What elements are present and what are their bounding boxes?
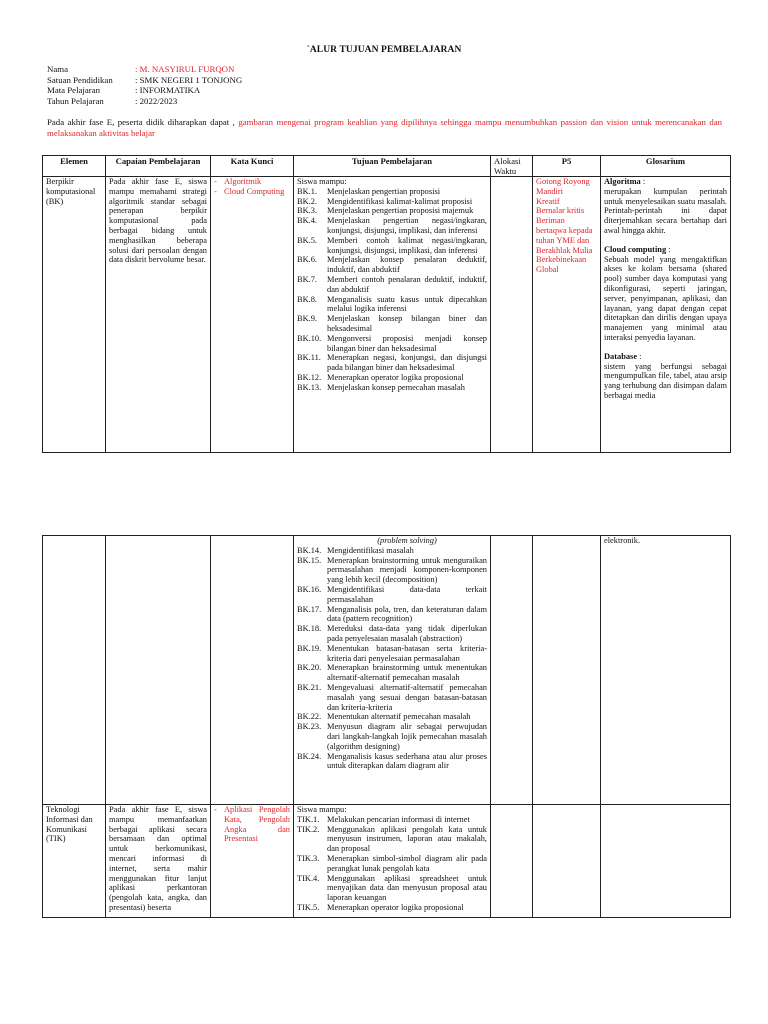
tujuan-item: [297, 815, 487, 825]
tujuan-item: [297, 334, 487, 354]
tujuan-code: BK.7.: [297, 274, 318, 284]
tujuan-text: Menentukan alternatif pemecahan masalah: [327, 712, 471, 722]
tujuan-list: [297, 546, 487, 771]
table-row-bk: [43, 177, 731, 453]
tujuan-continuation: (problem solving): [377, 536, 437, 545]
tujuan-item: [297, 255, 487, 275]
tujuan-code: BK.16.: [297, 584, 322, 594]
tujuan-item: [297, 874, 487, 903]
tujuan-text: Melakukan pencarian informasi di internet: [327, 814, 470, 824]
atp-table-page-1: [42, 155, 731, 453]
p5-item: Bernalar kritis: [536, 206, 585, 216]
tujuan-item: [297, 546, 487, 556]
atp-table-page-2: [42, 535, 731, 918]
tujuan-code: BK.3.: [297, 206, 318, 216]
meta-label: Tahun Pelajaran: [47, 95, 104, 106]
cell-capaian: [106, 805, 211, 918]
intro-paragraph: [47, 117, 722, 138]
kata-kunci-item: - Algoritmik: [214, 177, 262, 186]
cell-alokasi: [491, 536, 533, 805]
glosarium-entry: Database : sistem yang berfungsi sebagai mengumpulkan file, tabel, atau arsip yang terhubung dan disimpan dalam berbagai media: [604, 351, 727, 400]
glosarium-term: Database: [604, 351, 638, 361]
header-elemen: Elemen: [43, 156, 106, 177]
tujuan-item: [297, 722, 487, 751]
tujuan-text: Menerapkan operator logika proposional: [327, 372, 464, 382]
tujuan-text: Menjelaskan pengertian proposisi majemuk: [327, 206, 474, 216]
tujuan-text: Menjelaskan konsep penalaran deduktif, induktif, dan abduktif: [327, 255, 487, 275]
tujuan-code: TIK.2.: [297, 824, 320, 834]
tujuan-item: [297, 383, 487, 393]
tujuan-code: BK.19.: [297, 643, 322, 653]
tujuan-code: BK.13.: [297, 382, 322, 392]
meta-label: Satuan Pendidikan: [47, 74, 113, 85]
elemen-text: Berpikir komputasional (BK): [46, 177, 96, 206]
cell-tujuan: [294, 536, 491, 805]
kata-kunci-item: - Aplikasi Pengolah Kata, Pengolah Angka dan Presentasi: [214, 805, 290, 844]
glosarium-def: merupakan kumpulan perintah untuk menyelesaikan suatu masalah. Perintah-perintah ini dapat diterjemahkan secara bertahap dari awal hingga akhir.: [604, 186, 727, 235]
p5-item: Gotong Royong: [536, 177, 590, 186]
cell-p5: [533, 536, 601, 805]
kata-kunci-label: Aplikasi Pengolah Kata, Pengolah Angka dan Presentasi: [224, 805, 290, 844]
tujuan-item: [297, 825, 487, 854]
tujuan-code: BK.18.: [297, 624, 322, 634]
tujuan-code: BK.22.: [297, 712, 322, 722]
meta-label: Mata Pelajaran: [47, 85, 101, 96]
tujuan-code: BK.5.: [297, 235, 318, 245]
tujuan-code: BK.4.: [297, 216, 318, 226]
tujuan-item: [297, 314, 487, 334]
cell-elemen: [43, 805, 106, 918]
tujuan-item: [297, 624, 487, 644]
table-header-row: [43, 156, 731, 177]
glosarium-def: Sebuah model yang mengaktifkan akses ke kolam bersama (shared pool) sumber daya komputasi yang dikonfigurasi, seperti jaringan, server, penyimpanan, aplikasi, dan layanan, yang dapat dengan cepat ditetapkan dan dirilis dengan upaya manajemen yang minimal atau interaksi penyedia layanan.: [604, 254, 727, 342]
p5-item: Berkebinekaan Global: [536, 255, 587, 275]
tujuan-item: [297, 197, 487, 207]
glosarium-term: Algoritma: [604, 177, 641, 186]
glosarium-term: Cloud computing: [604, 244, 667, 254]
tujuan-text: Menjelaskan konsep bilangan biner dan heksadesimal: [327, 314, 487, 333]
tujuan-code: BK.20.: [297, 663, 322, 673]
meta-value: : 2022/2023: [135, 95, 178, 106]
cell-kata-kunci: [211, 536, 294, 805]
table-row-tik: [43, 805, 731, 918]
header-alokasi: Alokasi Waktu: [491, 156, 533, 177]
document-title: `ALUR TUJUAN PEMBELAJARAN: [306, 45, 462, 55]
tujuan-item: [297, 854, 487, 874]
tujuan-item: [297, 605, 487, 625]
glosarium-entry: Cloud computing : Sebuah model yang mengaktifkan akses ke kolam bersama (shared pool) sumber daya komputasi yang dikonfigurasi, seperti jaringan, server, penyimpanan, aplikasi, dan layanan, yang dapat dengan cepat ditetapkan dan dirilis dengan upaya manajemen yang minimal atau interaksi penyedia layanan.: [604, 244, 727, 342]
p5-item: Kreatif: [536, 196, 560, 206]
meta-row-nama: [47, 64, 242, 75]
tujuan-item: [297, 373, 487, 383]
intro-prefix: Pada akhir fase E, peserta didik diharapkan dapat ,: [47, 117, 235, 127]
tujuan-item: [297, 712, 487, 722]
tujuan-text: Mereduksi data-data yang tidak diperlukan pada penyelesaian masalah (abstraction): [327, 624, 487, 643]
tujuan-text: Menjelaskan konsep pemecahan masalah: [327, 382, 465, 392]
tujuan-text: Menganalisis kasus sederhana atau alur proses untuk diterapkan dalam diagram alir: [327, 751, 487, 771]
tujuan-item: [297, 216, 487, 236]
tujuan-item: [297, 903, 487, 913]
tujuan-item: [297, 556, 487, 585]
tujuan-item: [297, 206, 487, 216]
cell-glosarium: [601, 177, 731, 453]
header-tujuan: Tujuan Pembelajaran: [294, 156, 491, 177]
cell-tujuan: [294, 177, 491, 453]
header-glosarium: Glosarium: [601, 156, 731, 177]
meta-label: Nama: [47, 64, 69, 74]
header-capaian: Capaian Pembelajaran: [106, 156, 211, 177]
tujuan-code: BK.15.: [297, 555, 322, 565]
tujuan-item: [297, 353, 487, 373]
capaian-text: Pada akhir fase E, siswa mampu memanfaatkan berbagai aplikasi secara bersamaan dan optimal untuk berkomunikasi, mencari informasi di internet, serta mahir menggunakan fitur lanjut aplikasi perkantoran (pengolah kata, angka, dan presentasi) beserta: [109, 805, 207, 912]
tujuan-intro: Siswa mampu:: [297, 177, 347, 186]
tujuan-text: Mengevaluasi alternatif-alternatif pemecahan masalah yang sesuai dengan batasan-batasan dan kriteria-kriteria: [327, 682, 487, 712]
glosarium-entry: Algoritma : merupakan kumpulan perintah untuk menyelesaikan suatu masalah. Perintah-perintah ini dapat diterjemahkan secara bertahap dari awal hingga akhir.: [604, 177, 727, 235]
tujuan-text: Mengidentifikasi kalimat-kalimat proposisi: [327, 196, 473, 206]
header-kata-kunci: Kata Kunci: [211, 156, 294, 177]
tujuan-code: TIK.1.: [297, 814, 320, 824]
kata-kunci-label: Algoritmik: [224, 177, 262, 186]
p5-item: Beriman bertaqwa kepada tuhan YME dan Berakhlak Mulia: [536, 216, 593, 255]
intro-highlight: gambaran mengenai program keahlian yang dipilihnya sehingga mampu menumbuhkan passion dan vision untuk merencanakan dan melaksanakan aktivitas belajar: [47, 117, 723, 138]
cell-alokasi: [491, 177, 533, 453]
tujuan-text: Menganalisis pola, tren, dan keteraturan dalam data (pattern recognition): [327, 604, 487, 624]
capaian-text: Pada akhir fase E, siswa mampu memahami strategi algoritmik standar sebagai penerapan berpikir komputasional pada berbagai bidang untuk menghasilkan beberapa solusi dari persoalan dengan data diskrit bervolume besar.: [109, 177, 207, 265]
tujuan-code: BK.14.: [297, 545, 322, 555]
tujuan-item: [297, 187, 487, 197]
tujuan-item: [297, 236, 487, 256]
meta-value: : SMK NEGERI 1 TONJONG: [135, 74, 243, 85]
tujuan-item: [297, 644, 487, 664]
tujuan-code: BK.24.: [297, 751, 322, 761]
cell-glosarium: [601, 805, 731, 918]
tujuan-text: Menerapkan brainstorming untuk menentukan alternatif-alternatif pemecahan masalah: [327, 663, 487, 683]
tujuan-list: [297, 187, 487, 393]
tujuan-code: BK.1.: [297, 186, 318, 196]
tujuan-item: [297, 683, 487, 712]
tujuan-text: Menerapkan operator logika proposional: [327, 902, 464, 912]
tujuan-text: Memberi contoh kalimat negasi/ingkaran, konjungsi, disjungsi, implikasi, dan inferensi: [327, 235, 487, 255]
meta-value: : M. NASYIRUL FURQON: [135, 64, 235, 74]
cell-p5: [533, 177, 601, 453]
meta-row-tahun: [47, 96, 242, 107]
tujuan-item: [297, 752, 487, 772]
tujuan-code: BK.9.: [297, 314, 318, 324]
tujuan-code: TIK.4.: [297, 873, 320, 883]
tujuan-list: [297, 815, 487, 913]
tujuan-code: TIK.5.: [297, 902, 320, 912]
kata-kunci-label: Cloud Computing: [224, 186, 285, 196]
tujuan-item: [297, 585, 487, 605]
table-row-bk-continued: [43, 536, 731, 805]
glosarium-continuation: elektronik.: [604, 536, 641, 545]
tujuan-code: BK.8.: [297, 294, 318, 304]
cell-capaian: [106, 177, 211, 453]
cell-kata-kunci: [211, 805, 294, 918]
cell-glosarium: [601, 536, 731, 805]
tujuan-text: Mengidentifikasi masalah: [327, 545, 414, 555]
tujuan-text: Menjelaskan pengertian negasi/ingkaran, konjungsi, disjungsi, implikasi, dan inferensi: [327, 216, 487, 235]
tujuan-code: BK.6.: [297, 255, 318, 265]
tujuan-code: TIK.3.: [297, 853, 320, 863]
tujuan-text: Menggunakan aplikasi spreadsheet untuk menyajikan data dan menyusun proposal atau laporan keuangan: [327, 873, 487, 903]
tujuan-text: Menerapkan brainstorming untuk menguraikan permasalahan menjadi komponen-komponen yang lebih kecil (decomposition): [327, 555, 487, 585]
tujuan-text: Menggunakan aplikasi pengolah kata untuk menyusun instrumen, laporan atau makalah, dan proposal: [327, 824, 487, 854]
tujuan-text: Menerapkan simbol-simbol diagram alir pada perangkat lunak pengolah kata: [327, 853, 487, 873]
tujuan-code: BK.10.: [297, 333, 322, 343]
tujuan-code: BK.23.: [297, 722, 322, 732]
meta-row-mapel: [47, 85, 242, 96]
tujuan-code: BK.21.: [297, 682, 322, 692]
tujuan-text: Menganalisis suatu kasus untuk dipecahkan melalui logika inferensi: [327, 294, 487, 314]
cell-kata-kunci: [211, 177, 294, 453]
elemen-text: Teknologi Informasi dan Komunikasi (TIK): [46, 805, 93, 844]
meta-row-satuan: [47, 75, 242, 86]
tujuan-item: [297, 663, 487, 683]
cell-p5: [533, 805, 601, 918]
cell-alokasi: [491, 805, 533, 918]
p5-item: Mandiri: [536, 186, 563, 196]
identity-block: [47, 64, 242, 106]
tujuan-code: BK.11.: [297, 353, 321, 363]
tujuan-code: BK.12.: [297, 372, 322, 382]
tujuan-code: BK.17.: [297, 604, 322, 614]
glosarium-def: sistem yang berfungsi sebagai mengumpulkan file, tabel, atau arsip yang terhubung dan disimpan dalam berbagai media: [604, 361, 727, 400]
tujuan-text: Mengidentifikasi data-data terkait permasalahan: [327, 584, 487, 604]
cell-tujuan: [294, 805, 491, 918]
cell-elemen: [43, 177, 106, 453]
tujuan-item: [297, 275, 487, 295]
tujuan-text: Menentukan batasan-batasan serta kriteria-kriteria dari penyelesaian permasalahan: [327, 643, 487, 663]
tujuan-intro: Siswa mampu:: [297, 805, 347, 814]
tujuan-text: Menyusun diagram alir sebagai perwujudan dari langkah-langkah lojik pemecahan masalah (algorithm designing): [327, 722, 487, 751]
tujuan-item: [297, 295, 487, 315]
cell-elemen: [43, 536, 106, 805]
header-p5: P5: [533, 156, 601, 177]
tujuan-text: Mengonversi proposisi menjadi konsep bilangan biner dan heksadesimal: [327, 333, 487, 353]
cell-capaian: [106, 536, 211, 805]
tujuan-text: Memberi contoh penalaran deduktif, induktif, dan abduktif: [327, 274, 487, 294]
tujuan-text: Menjelaskan pengertian proposisi: [327, 186, 441, 196]
kata-kunci-item: - Cloud Computing: [214, 186, 285, 196]
tujuan-text: Menerapkan negasi, konjungsi, dan disjungsi pada bilangan biner dan heksadesimal: [327, 353, 487, 373]
tujuan-code: BK.2.: [297, 196, 318, 206]
meta-value: : INFORMATIKA: [135, 85, 201, 96]
